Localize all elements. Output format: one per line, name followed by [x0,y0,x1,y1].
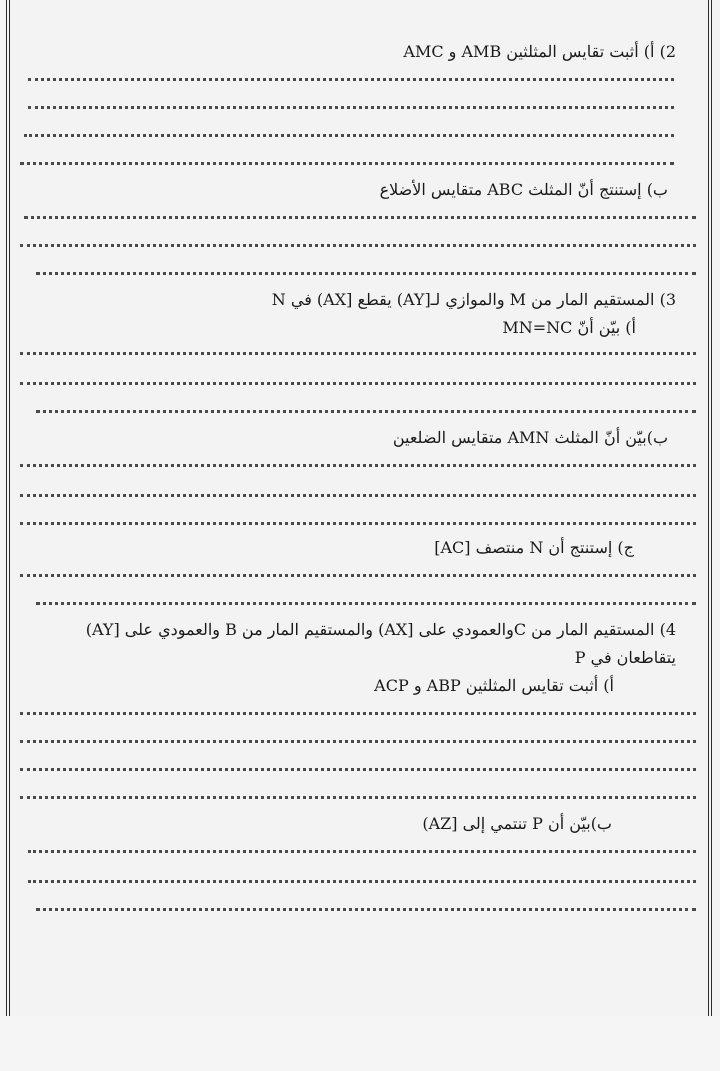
answer-line [36,410,696,413]
answer-line [20,162,674,165]
answer-line [20,740,696,743]
answer-line [28,78,674,81]
q4-part-a: أ) أثبت تقايس المثلثين ABP و ACP [374,676,614,695]
answer-line [36,272,696,275]
q4-part-b: ب)بيّن أن P تنتمي إلى [AZ) [422,814,612,833]
q3-part-c: ج) إستنتج أن N منتصف [AC] [434,538,634,557]
answer-line [20,574,696,577]
answer-line [28,880,696,883]
answer-line [20,382,696,385]
page-border [6,0,712,1016]
answer-line [20,768,696,771]
answer-line [20,522,696,525]
q2-part-b: ب) إستنتج أنّ المثلث ABC متقايس الأضلاع [379,180,668,199]
q3-stem: 3) المستقيم المار من M والموازي لـ[AY) يقطع [AX) في N [271,290,676,309]
q3-part-b: ب)بيّن أنّ المثلث AMN متقايس الضلعين [392,428,668,447]
q4-stem-line-1: 4) المستقيم المار من Cوالعمودي على [AX) والمستقيم المار من B والعمودي على [AY) [85,620,676,639]
answer-line [36,908,696,911]
answer-line [28,850,696,853]
page-bottom-margin [0,1016,720,1071]
answer-line [20,796,696,799]
answer-line [36,602,696,605]
answer-line [20,352,696,355]
q3-part-a: أ) بيّن أنّ MN=NC [502,318,636,337]
answer-line [20,494,696,497]
q2-part-a: 2) أ) أثبت تقايس المثلثين AMB و AMC [403,42,676,61]
answer-line [24,216,696,219]
answer-line [20,244,696,247]
q4-stem-line-2: يتقاطعان في P [574,648,676,667]
answer-line [20,712,696,715]
answer-line [24,134,674,137]
answer-line [20,464,696,467]
answer-line [28,106,674,109]
